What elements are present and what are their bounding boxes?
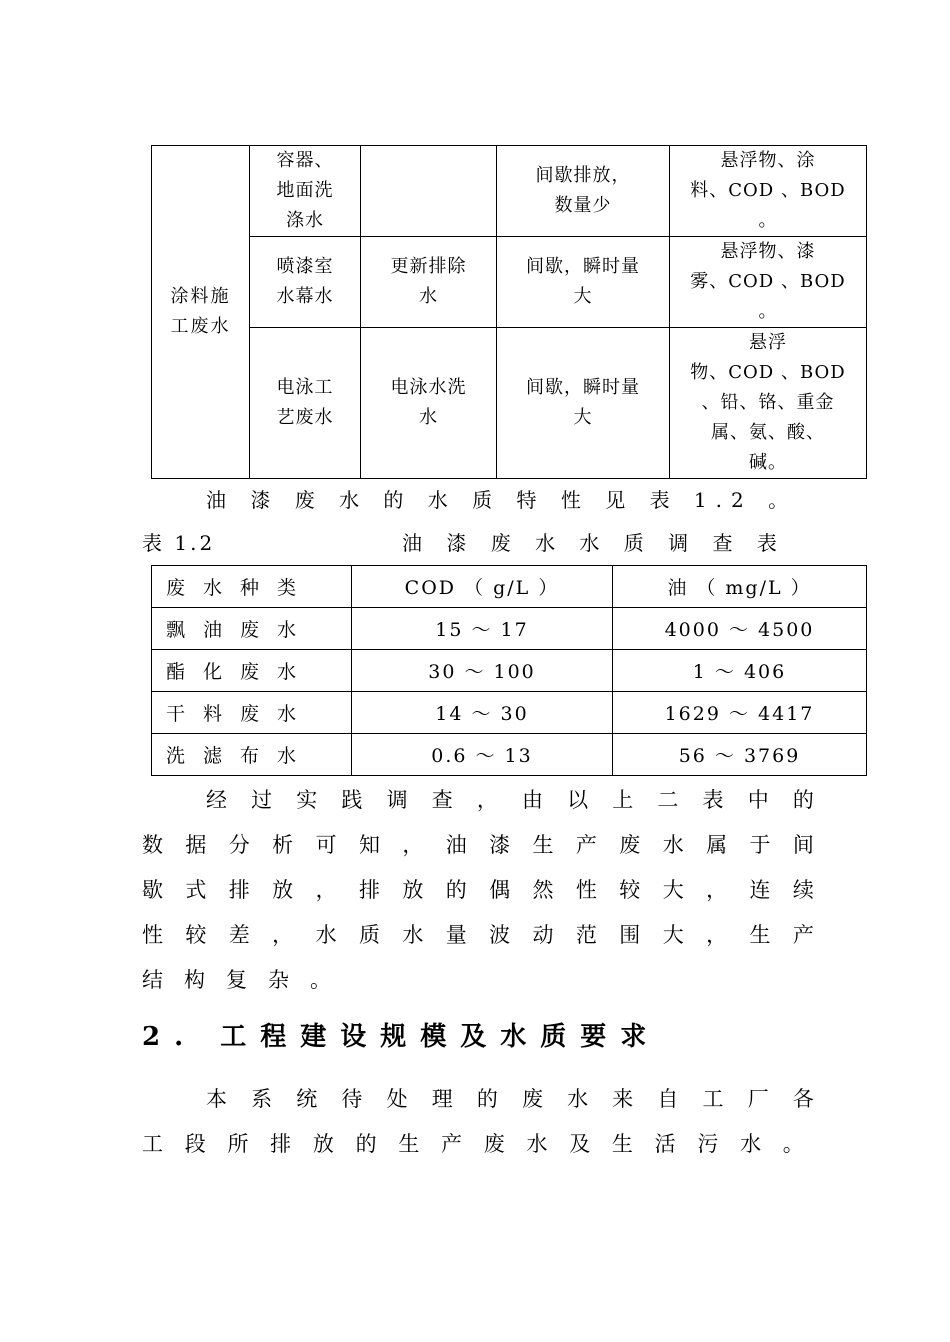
- table-cell: 飘油废水: [152, 608, 352, 650]
- glyph: 理: [431, 1087, 453, 1111]
- glyph: 处: [386, 1087, 408, 1111]
- glyph: 所: [227, 1132, 249, 1156]
- cell-line: 。: [758, 301, 778, 322]
- table-row: [152, 328, 867, 479]
- glyph: 由: [521, 788, 543, 812]
- system-line: [142, 1128, 804, 1158]
- glyph: 来: [612, 1087, 634, 1111]
- glyph: ，: [476, 788, 498, 812]
- cell-line: 物、COD 、BOD: [690, 362, 846, 383]
- table-cell: 56 ～ 3769: [613, 734, 867, 776]
- glyph: 放: [272, 878, 294, 902]
- glyph: 差: [228, 923, 250, 947]
- table-cell: 30 ～ 100: [352, 650, 613, 692]
- glyph: 的: [476, 1087, 498, 1111]
- glyph: 知: [358, 833, 380, 857]
- cell-line: 悬浮物、涂: [720, 150, 816, 171]
- table-cell: 洗滤布水: [152, 734, 352, 776]
- glyph: 析: [272, 833, 294, 857]
- analysis-line-last: 结构复杂。: [142, 968, 352, 992]
- glyph: 性: [142, 923, 163, 947]
- glyph: 可: [315, 833, 337, 857]
- glyph: 的: [355, 1132, 377, 1156]
- glyph: 及: [569, 1132, 591, 1156]
- wastewater-source-table: [151, 145, 867, 479]
- cell-line: 大: [573, 407, 593, 428]
- glyph: 工: [702, 1087, 724, 1111]
- table-cell: 14 ～ 30: [352, 692, 613, 734]
- intro-line: 油 漆 废 水 的 水 质 特 性 见 表 1.2 。: [206, 488, 798, 512]
- water-quality-table: [151, 565, 867, 776]
- glyph: 过: [251, 788, 273, 812]
- table-caption-title: 油 漆 废 水 水 质 调 查 表: [402, 531, 786, 555]
- glyph: 质: [358, 923, 380, 947]
- cell-line: 悬浮物、漆: [720, 241, 816, 262]
- cell-line: 喷漆室: [276, 256, 334, 277]
- table-cell: 酯化废水: [152, 650, 352, 692]
- glyph: 较: [185, 923, 207, 947]
- glyph: 活: [654, 1132, 676, 1156]
- glyph: 产: [575, 833, 597, 857]
- category-cell: [152, 146, 250, 479]
- glyph: 生: [532, 833, 554, 857]
- glyph: 式: [185, 878, 207, 902]
- glyph: 动: [532, 923, 554, 947]
- name-cell: [361, 237, 497, 328]
- table-cell: 15 ～ 17: [352, 608, 613, 650]
- table-cell: 4000 ～ 4500: [613, 608, 867, 650]
- table-row: [152, 692, 867, 734]
- glyph: 以: [567, 788, 589, 812]
- glyph: 段: [184, 1132, 206, 1156]
- cell-line: 悬浮: [749, 332, 787, 353]
- glyph: 上: [612, 788, 634, 812]
- glyph: 生: [611, 1132, 633, 1156]
- glyph: ，: [706, 923, 728, 947]
- glyph: 放: [312, 1132, 334, 1156]
- glyph: 产: [441, 1132, 463, 1156]
- cell-line: 水: [419, 407, 438, 428]
- table-cell: 0.6 ～ 13: [352, 734, 613, 776]
- header-cell: 油 （ mg/L ）: [613, 566, 867, 608]
- glyph: 践: [341, 788, 363, 812]
- glyph: 实: [296, 788, 318, 812]
- category-text: 涂料施工废水: [170, 286, 231, 337]
- cell-line: 料、COD 、BOD: [690, 180, 846, 201]
- table-header-row: [152, 566, 867, 608]
- cell-line: 更新排除: [390, 256, 467, 277]
- glyph: ，: [706, 878, 728, 902]
- glyph: 排: [270, 1132, 292, 1156]
- discharge-cell: [497, 146, 670, 237]
- glyph: 续: [792, 878, 814, 902]
- cell-line: 雾、COD 、BOD: [690, 271, 846, 292]
- table-row: [152, 146, 867, 237]
- cell-line: 碱。: [749, 452, 787, 473]
- glyph: 二: [657, 788, 679, 812]
- glyph: ，: [315, 878, 337, 902]
- pollutant-cell: [670, 146, 867, 237]
- glyph: 调: [386, 788, 408, 812]
- analysis-line: [142, 874, 814, 904]
- glyph: 大: [662, 878, 684, 902]
- glyph: 废: [483, 1132, 505, 1156]
- glyph: 中: [747, 788, 769, 812]
- glyph: 分: [228, 833, 250, 857]
- glyph: 废: [619, 833, 641, 857]
- glyph: 废: [521, 1087, 543, 1111]
- cell-line: 水幕水: [276, 286, 334, 307]
- glyph: 排: [228, 878, 250, 902]
- header-cell: 废水种类: [152, 566, 352, 608]
- glyph: 歇: [142, 878, 163, 902]
- glyph: 。: [782, 1132, 804, 1156]
- glyph: 水: [526, 1132, 548, 1156]
- cell-line: 艺废水: [276, 407, 334, 428]
- glyph: 生: [398, 1132, 420, 1156]
- table-row: [152, 237, 867, 328]
- glyph: 查: [431, 788, 453, 812]
- discharge-cell: [497, 237, 670, 328]
- pollutant-cell: [670, 328, 867, 479]
- glyph: 油: [445, 833, 467, 857]
- glyph: 水: [567, 1087, 589, 1111]
- glyph: 围: [619, 923, 641, 947]
- cell-line: 属、氨、酸、: [711, 422, 825, 443]
- glyph: 的: [792, 788, 814, 812]
- glyph: 系: [251, 1087, 273, 1111]
- glyph: 水: [402, 923, 424, 947]
- glyph: 数: [142, 833, 163, 857]
- glyph: 连: [749, 878, 771, 902]
- glyph: 待: [341, 1087, 363, 1111]
- discharge-cell: [497, 328, 670, 479]
- glyph: 漆: [489, 833, 511, 857]
- glyph: 偶: [489, 878, 511, 902]
- cell-line: 、铅、铬、重金: [701, 392, 835, 413]
- table-row: [152, 734, 867, 776]
- system-line: [206, 1083, 814, 1113]
- glyph: 表: [702, 788, 724, 812]
- cell-line: 涤水: [286, 210, 324, 231]
- analysis-line: [142, 829, 814, 859]
- glyph: 厂: [747, 1087, 769, 1111]
- glyph: 的: [445, 878, 467, 902]
- name-cell-empty: [361, 146, 497, 237]
- table-cell: 1629 ～ 4417: [613, 692, 867, 734]
- glyph: 较: [619, 878, 641, 902]
- glyph: 于: [749, 833, 771, 857]
- glyph: 水: [315, 923, 337, 947]
- glyph: 自: [657, 1087, 679, 1111]
- glyph: 范: [575, 923, 597, 947]
- glyph: 水: [740, 1132, 762, 1156]
- glyph: 据: [185, 833, 207, 857]
- glyph: 属: [706, 833, 728, 857]
- cell-line: 大: [573, 286, 593, 307]
- cell-line: 水: [419, 286, 438, 307]
- source-cell: [250, 146, 361, 237]
- table-row: [152, 650, 867, 692]
- cell-line: 容器、: [276, 150, 334, 171]
- glyph: 产: [792, 923, 814, 947]
- glyph: 经: [206, 788, 227, 812]
- cell-line: 间歇，瞬时量: [526, 256, 640, 277]
- glyph: 性: [575, 878, 597, 902]
- glyph: 间: [792, 833, 814, 857]
- glyph: 水: [662, 833, 684, 857]
- glyph: ，: [402, 833, 424, 857]
- glyph: 本: [206, 1087, 227, 1111]
- glyph: 量: [445, 923, 467, 947]
- table-cell: 1 ～ 406: [613, 650, 867, 692]
- analysis-line: [206, 784, 814, 814]
- cell-line: 电泳水洗: [390, 377, 467, 398]
- name-cell: [361, 328, 497, 479]
- cell-line: 间歇，瞬时量: [526, 377, 640, 398]
- glyph: ，: [272, 923, 294, 947]
- glyph: 统: [296, 1087, 318, 1111]
- source-cell: [250, 328, 361, 479]
- header-cell: COD （ g/L ）: [352, 566, 613, 608]
- table-cell: 干料废水: [152, 692, 352, 734]
- analysis-line: [142, 919, 814, 949]
- glyph: 污: [697, 1132, 719, 1156]
- glyph: 各: [792, 1087, 814, 1111]
- glyph: 工: [142, 1132, 163, 1156]
- glyph: 然: [532, 878, 554, 902]
- glyph: 放: [402, 878, 424, 902]
- glyph: 排: [358, 878, 380, 902]
- cell-line: 。: [758, 210, 778, 231]
- glyph: 波: [489, 923, 511, 947]
- table-row: [152, 608, 867, 650]
- cell-line: 数量少: [554, 195, 612, 216]
- cell-line: 电泳工: [276, 377, 334, 398]
- cell-line: 间歇排放，: [535, 165, 631, 186]
- section-heading: 2. 工程建设规模及水质要求: [142, 1022, 661, 1052]
- table-caption-label: 表 1.2: [142, 531, 216, 555]
- glyph: 大: [662, 923, 684, 947]
- pollutant-cell: [670, 237, 867, 328]
- glyph: 生: [749, 923, 771, 947]
- source-cell: [250, 237, 361, 328]
- cell-line: 地面洗: [276, 180, 334, 201]
